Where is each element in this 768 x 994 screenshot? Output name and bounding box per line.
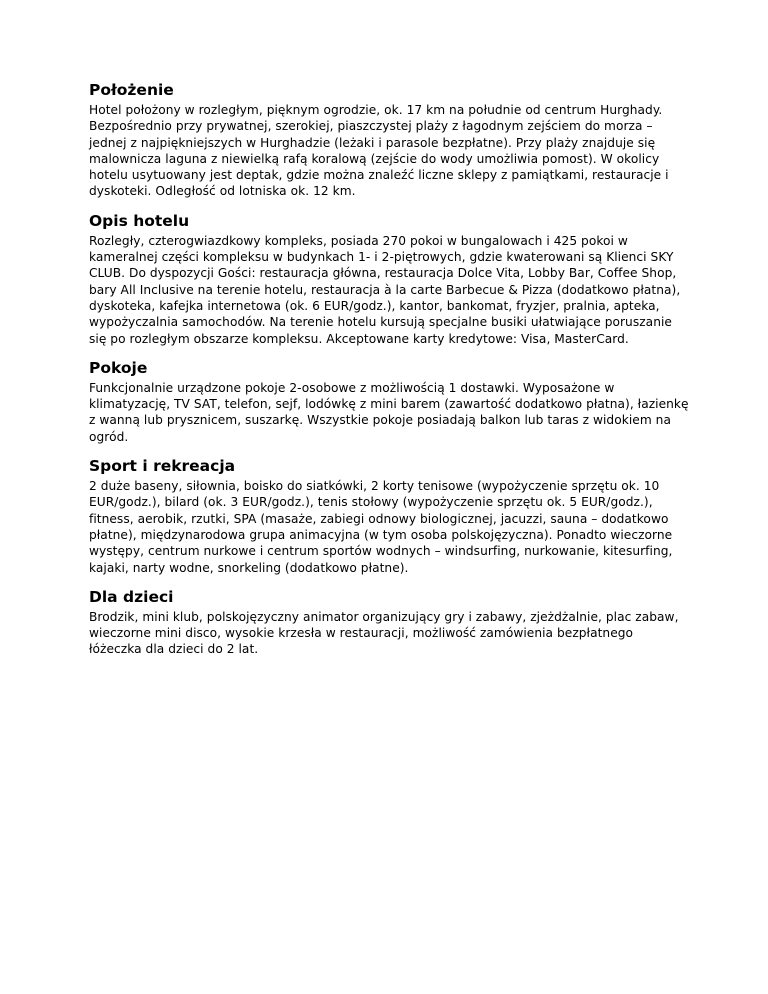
section-body-rooms: Funkcjonalnie urządzone pokoje 2-osobowe z możliwością 1 dostawki. Wyposażone w klimatyzację, TV SAT, telefon, sejf, lodówkę z mini barem (zawartość dodatkowo płatna), łazienkę z wanną lub prysznicem, suszarkę. Wszystkie pokoje posiadają balkon lub taras z widokiem na ogród. bbox=[89, 380, 689, 444]
section-body-for-children: Brodzik, mini klub, polskojęzyczny animator organizujący gry i zabawy, zjeżdżalnie, plac zabaw, wieczorne mini disco, wysokie krzesła w restauracji, możliwość zamówienia bezpłatnego łóżeczka dla dzieci do 2 lat. bbox=[89, 609, 679, 657]
section-title-sport-recreation: Sport i rekreacja bbox=[89, 457, 236, 476]
section-title-location: Położenie bbox=[89, 81, 174, 99]
document-page bbox=[89, 80, 689, 669]
section-rooms bbox=[89, 358, 689, 445]
section-title-rooms: Pokoje bbox=[89, 358, 148, 377]
section-hotel-description bbox=[89, 211, 689, 347]
section-location bbox=[89, 80, 689, 200]
section-title-hotel-description: Opis hotelu bbox=[89, 211, 190, 230]
section-sport-recreation bbox=[89, 456, 689, 576]
section-title-for-children: Dla dzieci bbox=[89, 587, 174, 606]
section-for-children bbox=[89, 587, 689, 658]
section-body-sport-recreation: 2 duże baseny, siłownia, boisko do siatkówki, 2 korty tenisowe (wypożyczenie sprzętu ok. 10 EUR/godz.), bilard (ok. 3 EUR/godz.), tenis stołowy (wypożyczenie sprzętu ok. 5 EUR/godz.), fitness, aerobik, rzutki, SPA (masaże, zabiegi odnowy biologicznej, jacuzzi, sauna – dodatkowo płatne), międzynarodowa grupa animacyjna (w tym osoba polskojęzyczna). Ponadto wieczorne występy, centrum nurkowe i centrum sportów wodnych – windsurfing, nurkowanie, kitesurfing, kajaki, narty wodne, snorkeling (dodatkowo płatne). bbox=[89, 479, 673, 575]
section-body-location: Hotel położony w rozległym, pięknym ogrodzie, ok. 17 km na południe od centrum Hurghady. Bezpośrednio przy prywatnej, szerokiej, piaszczystej plaży z łagodnym zejściem do morza – jednej z najpiękniejszych w Hurghadzie (leżaki i parasole bezpłatne). Przy plaży znajduje się malownicza laguna z niewielką rafą koralową (zejście do wody umożliwia pomost). W okolicy hotelu usytuowany jest deptak, gdzie można znaleźć liczne sklepy z pamiątkami, restauracje i dyskoteki. Odległość od lotniska ok. 12 km. bbox=[89, 103, 669, 199]
section-body-hotel-description: Rozległy, czterogwiazdkowy kompleks, posiada 270 pokoi w bungalowach i 425 pokoi w kameralnej części kompleksu w budynkach 1- i 2-piętrowych, gdzie kwaterowani są Klienci SKY CLUB. Do dyspozycji Gości: restauracja główna, restauracja Dolce Vita, Lobby Bar, Coffee Shop, bary All Inclusive na terenie hotelu, restauracja à la carte Barbecue & Pizza (dodatkowo płatna), dyskoteka, kafejka internetowa (ok. 6 EUR/godz.), kantor, bankomat, fryzjer, pralnia, apteka, wypożyczalnia samochodów. Na terenie hotelu kursują specjalne busiki ułatwiające poruszanie się po rozległym obszarze kompleksu. Akceptowane karty kredytowe: Visa, MasterCard. bbox=[89, 233, 681, 346]
